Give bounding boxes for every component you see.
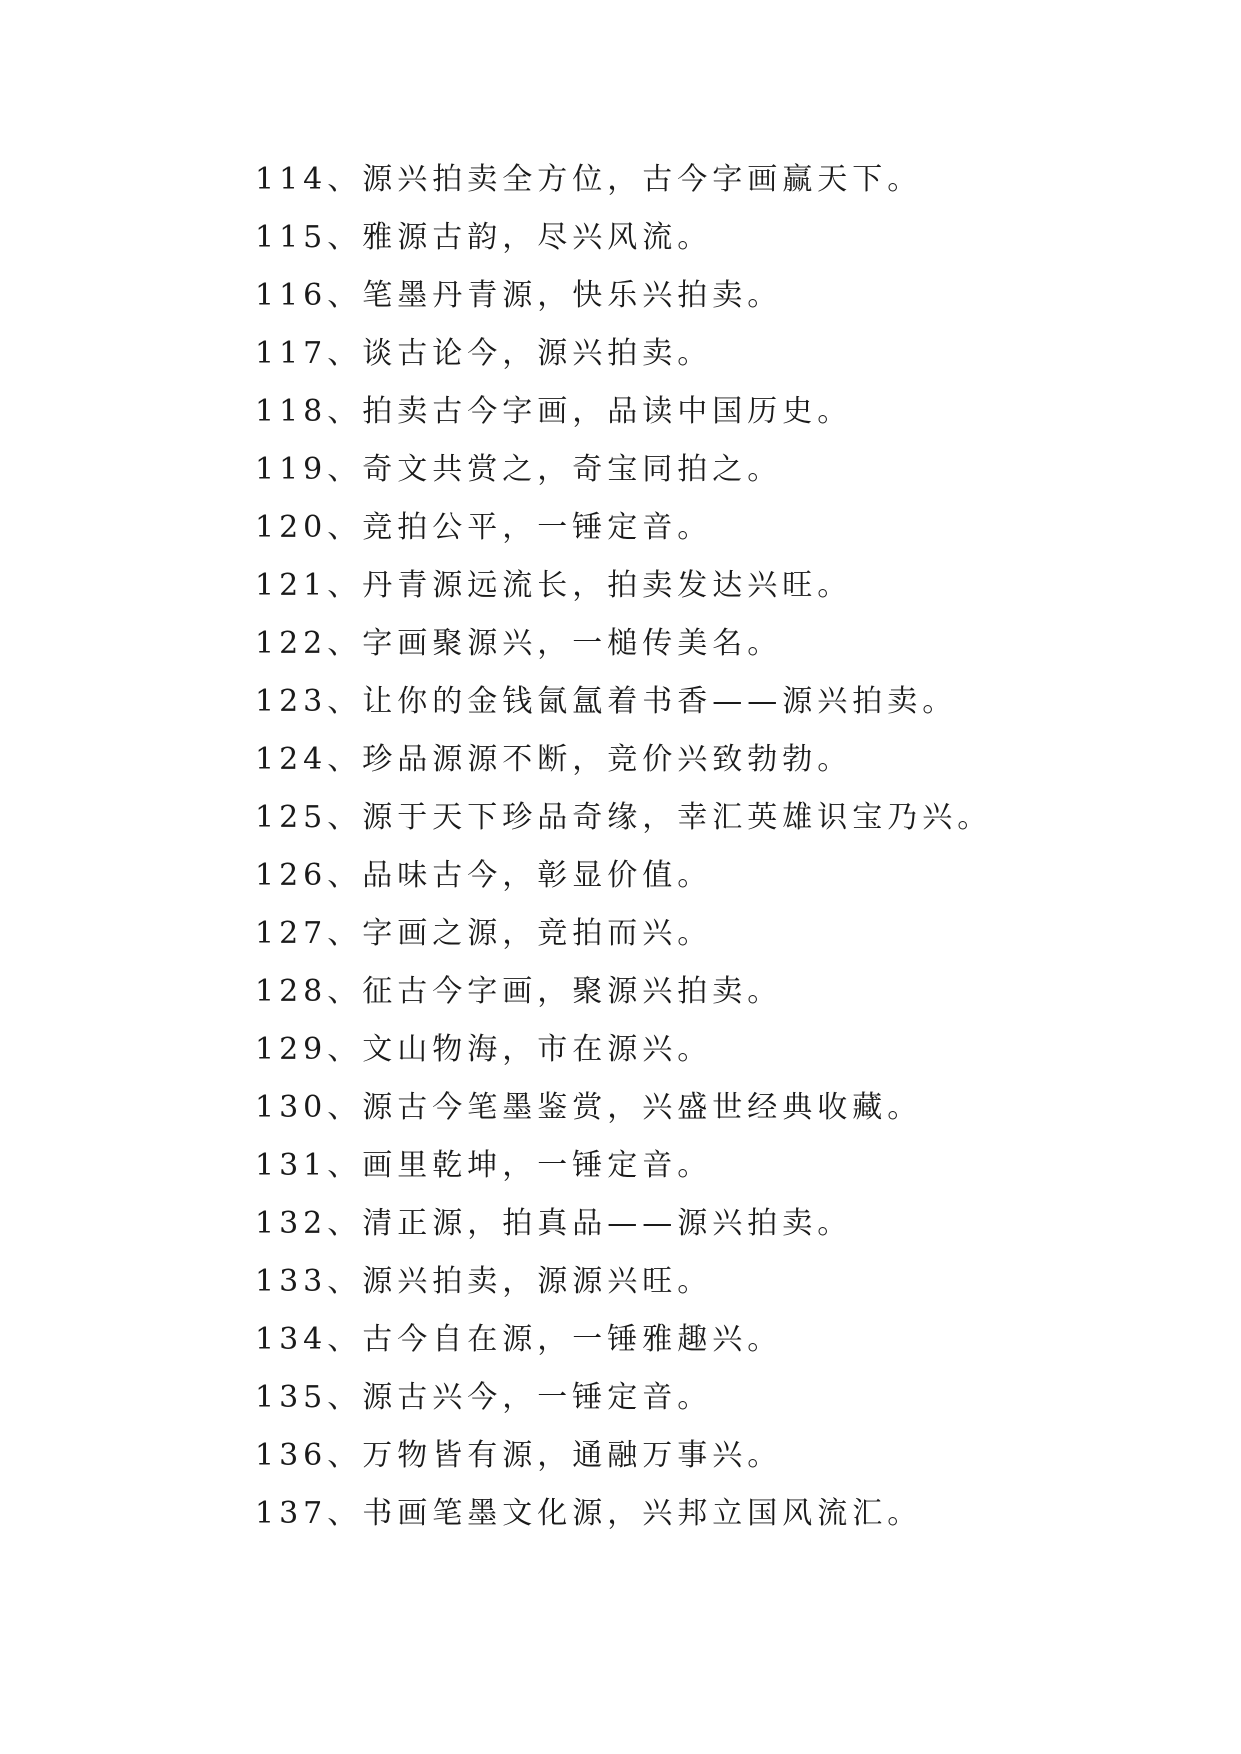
slogan-line-137: 137、书画笔墨文化源，兴邦立国风流汇。 — [255, 1496, 923, 1531]
slogan-line-131: 131、画里乾坤，一锤定音。 — [255, 1148, 713, 1183]
slogan-line-134: 134、古今自在源，一锤雅趣兴。 — [255, 1322, 783, 1357]
slogan-line-122: 122、字画聚源兴，一槌传美名。 — [255, 626, 783, 661]
slogan-line-118: 118、拍卖古今字画，品读中国历史。 — [255, 394, 853, 429]
slogan-line-120: 120、竞拍公平，一锤定音。 — [255, 510, 713, 545]
slogan-line-115: 115、雅源古韵，尽兴风流。 — [255, 220, 713, 255]
slogan-line-123: 123、让你的金钱氤氲着书香——源兴拍卖。 — [255, 684, 958, 719]
slogan-line-114: 114、源兴拍卖全方位，古今字画赢天下。 — [255, 162, 923, 197]
slogan-line-127: 127、字画之源，竞拍而兴。 — [255, 916, 713, 951]
slogan-line-130: 130、源古今笔墨鉴赏，兴盛世经典收藏。 — [255, 1090, 923, 1125]
slogan-line-136: 136、万物皆有源，通融万事兴。 — [255, 1438, 783, 1473]
slogan-line-124: 124、珍品源源不断，竞价兴致勃勃。 — [255, 742, 853, 777]
slogan-list — [255, 160, 1155, 1552]
slogan-line-125: 125、源于天下珍品奇缘，幸汇英雄识宝乃兴。 — [255, 800, 993, 835]
slogan-line-132: 132、清正源，拍真品——源兴拍卖。 — [255, 1206, 853, 1241]
slogan-line-126: 126、品味古今，彰显价值。 — [255, 858, 713, 893]
slogan-line-135: 135、源古兴今，一锤定音。 — [255, 1380, 713, 1415]
slogan-line-116: 116、笔墨丹青源，快乐兴拍卖。 — [255, 278, 783, 313]
slogan-line-121: 121、丹青源远流长，拍卖发达兴旺。 — [255, 568, 853, 603]
slogan-line-128: 128、征古今字画，聚源兴拍卖。 — [255, 974, 783, 1009]
slogan-line-133: 133、源兴拍卖，源源兴旺。 — [255, 1264, 713, 1299]
slogan-line-129: 129、文山物海，市在源兴。 — [255, 1032, 713, 1067]
slogan-line-117: 117、谈古论今，源兴拍卖。 — [255, 336, 713, 371]
slogan-line-119: 119、奇文共赏之，奇宝同拍之。 — [255, 452, 783, 487]
